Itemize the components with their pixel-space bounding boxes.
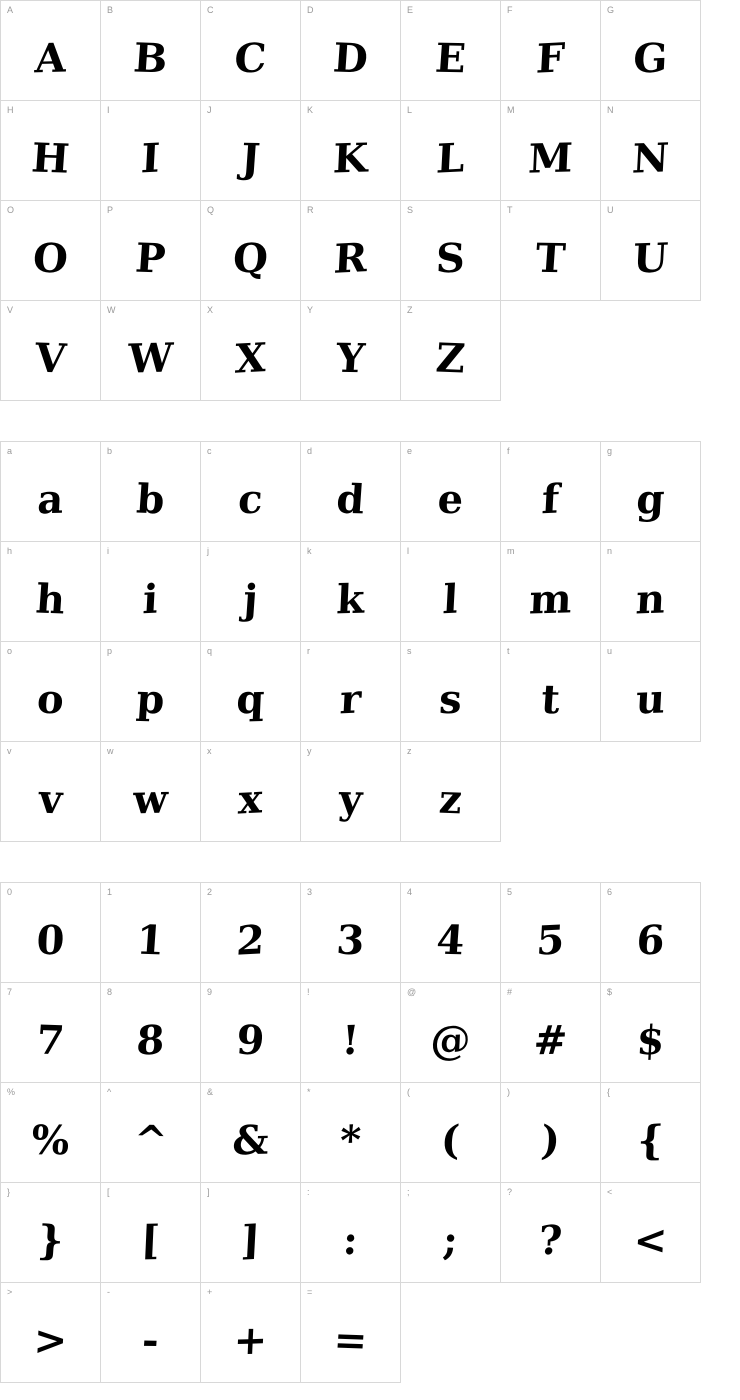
glyph-preview: C [233, 33, 268, 83]
empty-cell [501, 301, 601, 401]
glyph-code-label: F [507, 5, 513, 15]
glyph-code-label: R [307, 205, 314, 215]
glyph-cell[interactable] [401, 983, 501, 1083]
glyph-preview: Z [434, 334, 467, 382]
charmap-block-lowercase [0, 441, 701, 842]
glyph-code-label: Z [407, 305, 413, 315]
glyph-cell[interactable] [601, 983, 701, 1083]
glyph-preview: & [231, 1116, 270, 1164]
glyph-preview: g [635, 475, 666, 523]
glyph-preview: F [535, 33, 567, 83]
glyph-cell[interactable] [301, 101, 401, 201]
glyph-cell[interactable] [1, 983, 101, 1083]
glyph-code-label: B [107, 5, 114, 15]
glyph-cell[interactable] [301, 883, 401, 983]
glyph-cell[interactable] [1, 301, 101, 401]
glyph-code-label: n [607, 546, 613, 556]
glyph-preview: H [30, 133, 72, 183]
glyph-preview: K [332, 134, 369, 182]
glyph-cell[interactable] [1, 101, 101, 201]
glyph-cell[interactable] [601, 101, 701, 201]
glyph-code-label: 9 [207, 987, 213, 997]
glyph-cell[interactable] [201, 301, 301, 401]
glyph-code-label: * [307, 1087, 311, 1097]
glyph-preview: G [632, 33, 669, 83]
glyph-code-label: ^ [107, 1087, 112, 1097]
glyph-preview: f [540, 475, 561, 523]
glyph-cell[interactable] [201, 1083, 301, 1183]
glyph-cell[interactable] [501, 201, 601, 301]
glyph-preview: - [140, 1316, 161, 1364]
glyph-preview: M [527, 133, 574, 183]
glyph-code-label: s [407, 646, 412, 656]
glyph-cell[interactable] [401, 442, 501, 542]
glyph-cell[interactable] [601, 1183, 701, 1283]
glyph-code-label: 2 [207, 887, 213, 897]
glyph-code-label: e [407, 446, 413, 456]
glyph-cell[interactable] [601, 542, 701, 642]
glyph-preview: < [632, 1215, 669, 1265]
glyph-code-label: < [607, 1187, 613, 1197]
glyph-code-label: t [507, 646, 510, 656]
glyph-preview: h [34, 575, 67, 623]
glyph-code-label: 6 [607, 887, 613, 897]
glyph-cell[interactable] [101, 101, 201, 201]
glyph-preview: * [338, 1115, 363, 1165]
glyph-cell[interactable] [101, 1283, 201, 1383]
glyph-preview: A [33, 34, 68, 82]
glyph-cell[interactable] [201, 1, 301, 101]
empty-cell [601, 301, 701, 401]
glyph-code-label: f [507, 446, 510, 456]
glyph-preview: B [132, 33, 170, 83]
glyph-code-label: U [607, 205, 614, 215]
glyph-cell[interactable] [1, 201, 101, 301]
glyph-preview: + [232, 1316, 269, 1364]
glyph-preview: P [133, 233, 168, 283]
glyph-cell[interactable] [601, 1, 701, 101]
charmap-block-symbols [0, 882, 701, 1383]
glyph-code-label: u [607, 646, 613, 656]
glyph-cell[interactable] [101, 1, 201, 101]
glyph-cell[interactable] [401, 1, 501, 101]
glyph-code-label: d [307, 446, 313, 456]
glyph-code-label: Q [207, 205, 215, 215]
glyph-preview: c [237, 474, 264, 524]
glyph-code-label: % [7, 1087, 16, 1097]
glyph-cell[interactable] [201, 983, 301, 1083]
glyph-cell[interactable] [201, 642, 301, 742]
empty-cell [601, 742, 701, 842]
glyph-cell[interactable] [201, 201, 301, 301]
glyph-code-label: O [7, 205, 15, 215]
glyph-preview: e [436, 475, 465, 523]
empty-cell [501, 742, 601, 842]
glyph-cell[interactable] [301, 442, 401, 542]
glyph-cell[interactable] [101, 442, 201, 542]
glyph-preview: 6 [635, 916, 666, 964]
glyph-code-label: C [207, 5, 214, 15]
glyph-preview: q [235, 675, 266, 723]
glyph-cell[interactable] [101, 301, 201, 401]
glyph-preview: k [335, 575, 366, 623]
glyph-code-label: $ [607, 987, 613, 997]
glyph-cell[interactable] [601, 642, 701, 742]
glyph-cell[interactable] [201, 442, 301, 542]
glyph-cell[interactable] [101, 1083, 201, 1183]
glyph-preview: p [134, 675, 167, 723]
glyph-cell[interactable] [101, 983, 201, 1083]
glyph-preview: ! [340, 1016, 361, 1064]
glyph-cell[interactable] [201, 1183, 301, 1283]
glyph-preview: m [528, 574, 573, 624]
glyph-cell[interactable] [1, 1183, 101, 1283]
glyph-preview: ? [537, 1215, 564, 1265]
glyph-cell[interactable] [101, 742, 201, 842]
glyph-code-label: ] [207, 1187, 210, 1197]
glyph-preview: 3 [334, 916, 367, 964]
glyph-preview: 8 [135, 1015, 166, 1065]
glyph-code-label: 0 [7, 887, 13, 897]
glyph-cell[interactable] [101, 642, 201, 742]
glyph-preview: ^ [132, 1115, 169, 1165]
glyph-code-label: > [7, 1287, 13, 1297]
glyph-cell[interactable] [201, 742, 301, 842]
glyph-preview: @ [429, 1015, 472, 1065]
glyph-preview: D [331, 33, 370, 83]
glyph-cell[interactable] [201, 1283, 301, 1383]
glyph-cell[interactable] [601, 883, 701, 983]
glyph-preview: S [435, 234, 467, 282]
glyph-cell[interactable] [601, 442, 701, 542]
glyph-preview: a [36, 475, 65, 523]
glyph-preview: X [233, 333, 268, 383]
glyph-code-label: & [207, 1087, 214, 1097]
glyph-code-label: E [407, 5, 414, 15]
glyph-code-label: q [207, 646, 213, 656]
glyph-preview: d [334, 475, 367, 523]
glyph-cell[interactable] [1, 1, 101, 101]
glyph-code-label: b [107, 446, 113, 456]
glyph-preview: r [338, 674, 363, 724]
glyph-cell[interactable] [401, 1083, 501, 1183]
glyph-cell[interactable] [201, 542, 301, 642]
glyph-code-label: 3 [307, 887, 313, 897]
glyph-code-label: X [207, 305, 214, 315]
glyph-cell[interactable] [301, 301, 401, 401]
glyph-cell[interactable] [101, 542, 201, 642]
glyph-cell[interactable] [101, 1183, 201, 1283]
glyph-preview: J [239, 134, 262, 182]
glyph-cell[interactable] [301, 1183, 401, 1283]
glyph-preview: 4 [434, 916, 467, 964]
glyph-preview: U [631, 233, 670, 283]
glyph-code-label: N [607, 105, 614, 115]
glyph-code-label: 1 [107, 887, 113, 897]
glyph-cell[interactable] [501, 542, 601, 642]
glyph-preview: u [634, 675, 667, 723]
glyph-code-label: - [107, 1287, 111, 1297]
glyph-code-label: y [307, 746, 312, 756]
glyph-preview: E [433, 34, 468, 82]
block-divider [0, 401, 700, 441]
glyph-code-label: M [507, 105, 515, 115]
glyph-cell[interactable] [301, 201, 401, 301]
glyph-code-label: A [7, 5, 14, 15]
glyph-code-label: ( [407, 1087, 411, 1097]
glyph-preview: 2 [235, 915, 266, 965]
glyph-cell[interactable] [101, 883, 201, 983]
glyph-cell[interactable] [301, 742, 401, 842]
glyph-cell[interactable] [301, 642, 401, 742]
glyph-preview: : [341, 1216, 360, 1264]
glyph-preview: } [36, 1216, 66, 1264]
glyph-code-label: D [307, 5, 314, 15]
glyph-preview: t [539, 675, 562, 723]
glyph-code-label: i [107, 546, 110, 556]
glyph-cell[interactable] [301, 983, 401, 1083]
glyph-cell[interactable] [301, 542, 401, 642]
glyph-cell[interactable] [201, 101, 301, 201]
glyph-cell[interactable] [1, 642, 101, 742]
glyph-cell[interactable] [401, 101, 501, 201]
glyph-cell[interactable] [1, 1083, 101, 1183]
glyph-preview: R [332, 233, 369, 283]
glyph-preview: 1 [134, 916, 167, 964]
glyph-preview: 7 [34, 1016, 67, 1064]
glyph-code-label: S [407, 205, 414, 215]
glyph-code-label: [ [107, 1187, 110, 1197]
glyph-code-label: ) [507, 1087, 511, 1097]
glyph-code-label: g [607, 446, 613, 456]
glyph-preview: 5 [535, 915, 566, 965]
glyph-cell[interactable] [501, 442, 601, 542]
glyph-preview: j [241, 575, 260, 623]
glyph-preview: b [134, 475, 167, 523]
glyph-code-label: p [107, 646, 113, 656]
glyph-preview: O [31, 234, 70, 282]
glyph-preview: ) [539, 1116, 562, 1164]
glyph-preview: s [438, 675, 463, 723]
glyph-preview: 9 [234, 1016, 267, 1064]
glyph-preview: n [634, 575, 667, 623]
glyph-code-label: K [307, 105, 314, 115]
glyph-code-label: V [7, 305, 14, 315]
glyph-preview: x [237, 774, 264, 824]
glyph-cell[interactable] [501, 1183, 601, 1283]
glyph-code-label: ; [407, 1187, 410, 1197]
glyph-code-label: = [307, 1287, 313, 1297]
glyph-preview: L [435, 133, 466, 183]
glyph-code-label: z [407, 746, 412, 756]
glyph-preview: = [332, 1315, 369, 1365]
glyph-cell[interactable] [301, 1083, 401, 1183]
glyph-preview: % [29, 1116, 72, 1164]
glyph-code-label: o [7, 646, 13, 656]
glyph-code-label: L [407, 105, 413, 115]
glyph-cell[interactable] [201, 883, 301, 983]
glyph-code-label: { [607, 1087, 611, 1097]
glyph-code-label: Y [307, 305, 314, 315]
glyph-preview: $ [635, 1016, 666, 1064]
glyph-cell[interactable] [401, 201, 501, 301]
glyph-preview: i [141, 575, 160, 623]
glyph-cell[interactable] [301, 1, 401, 101]
glyph-preview: z [437, 775, 464, 823]
glyph-cell[interactable] [401, 542, 501, 642]
glyph-preview: o [35, 675, 66, 723]
glyph-preview: y [337, 775, 364, 823]
glyph-preview: { [636, 1116, 665, 1164]
glyph-cell[interactable] [401, 742, 501, 842]
glyph-cell[interactable] [501, 101, 601, 201]
glyph-code-label: ! [307, 987, 310, 997]
glyph-preview: Q [232, 234, 269, 282]
glyph-code-label: @ [407, 987, 417, 997]
glyph-cell[interactable] [101, 201, 201, 301]
glyph-preview: V [33, 333, 68, 383]
glyph-preview: # [532, 1016, 569, 1064]
glyph-cell[interactable] [1, 1283, 101, 1383]
glyph-cell[interactable] [1, 742, 101, 842]
glyph-code-label: x [207, 746, 212, 756]
glyph-code-label: l [407, 546, 410, 556]
glyph-preview: [ [140, 1216, 162, 1264]
glyph-code-label: a [7, 446, 13, 456]
block-divider [0, 842, 700, 882]
glyph-code-label: r [307, 646, 311, 656]
glyph-preview: Y [334, 334, 367, 382]
glyph-code-label: } [7, 1187, 11, 1197]
glyph-cell[interactable] [501, 1, 601, 101]
glyph-cell[interactable] [501, 883, 601, 983]
glyph-preview: ; [441, 1216, 460, 1264]
glyph-code-label: G [607, 5, 615, 15]
glyph-cell[interactable] [401, 1183, 501, 1283]
glyph-code-label: 4 [407, 887, 413, 897]
glyph-cell[interactable] [501, 983, 601, 1083]
glyph-code-label: J [207, 105, 212, 115]
glyph-code-label: 5 [507, 887, 513, 897]
glyph-code-label: ? [507, 1187, 513, 1197]
glyph-code-label: # [507, 987, 513, 997]
glyph-preview: W [126, 333, 175, 383]
glyph-cell[interactable] [1, 442, 101, 542]
glyph-cell[interactable] [501, 1083, 601, 1183]
glyph-code-label: m [507, 546, 515, 556]
glyph-preview: l [441, 575, 460, 623]
glyph-preview: T [534, 234, 568, 282]
glyph-preview: 0 [35, 916, 66, 964]
glyph-cell[interactable] [601, 201, 701, 301]
glyph-preview: w [132, 775, 169, 823]
glyph-preview: N [630, 133, 671, 183]
glyph-cell[interactable] [401, 883, 501, 983]
glyph-code-label: v [7, 746, 12, 756]
glyph-cell[interactable] [501, 642, 601, 742]
glyph-code-label: c [207, 446, 212, 456]
glyph-code-label: + [207, 1287, 213, 1297]
charmap-block-uppercase [0, 0, 701, 401]
glyph-preview: v [37, 775, 64, 823]
glyph-cell[interactable] [401, 642, 501, 742]
glyph-cell[interactable] [601, 1083, 701, 1183]
glyph-code-label: W [107, 305, 116, 315]
empty-cell [601, 1283, 701, 1383]
glyph-cell[interactable] [1, 883, 101, 983]
glyph-code-label: T [507, 205, 513, 215]
empty-cell [501, 1283, 601, 1383]
glyph-cell[interactable] [1, 542, 101, 642]
glyph-cell[interactable] [401, 301, 501, 401]
glyph-preview: I [139, 134, 162, 182]
glyph-code-label: 8 [107, 987, 113, 997]
glyph-code-label: h [7, 546, 13, 556]
glyph-cell[interactable] [301, 1283, 401, 1383]
glyph-code-label: I [107, 105, 110, 115]
glyph-preview: ( [440, 1116, 462, 1164]
glyph-preview: > [32, 1316, 69, 1364]
glyph-code-label: k [307, 546, 312, 556]
empty-cell [401, 1283, 501, 1383]
glyph-code-label: 7 [7, 987, 13, 997]
glyph-code-label: H [7, 105, 14, 115]
glyph-code-label: j [207, 546, 210, 556]
glyph-preview: ] [239, 1216, 262, 1264]
glyph-code-label: w [107, 746, 114, 756]
glyph-code-label: : [307, 1187, 310, 1197]
glyph-code-label: P [107, 205, 114, 215]
